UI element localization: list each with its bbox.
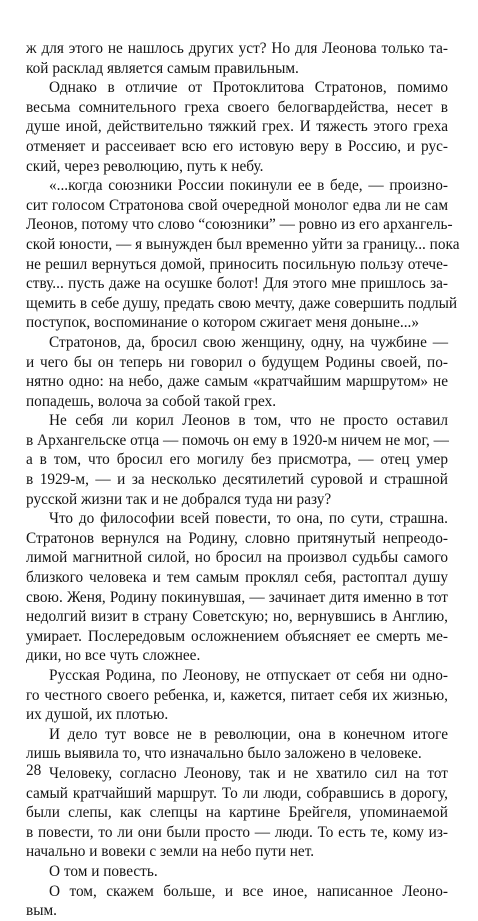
text-line: весьма сомнительного греха своего белогвардейства, несет в [26,98,448,116]
text-line: нятно одно: на небо, даже самым «кратчайшим маршрутом» не [26,373,448,391]
text-line: в 1929-м, — и за несколько десятилетий суровой и страшной [26,471,448,489]
text-line: отменяет и рассеивает всю его истовую веру в Россию, и рус- [26,137,448,155]
text-line: сит голосом Стратонова свой очередной монолог едва ли не сам [26,196,448,214]
text-line: «...когда союзники России покинули ее в беде, — произно- [49,177,448,195]
text-line: Стратонов, да, бросил свою женщину, одну, на чужбине — [49,333,448,351]
text-line: Не себя ли корил Леонов в том, что не просто оставил [49,412,448,430]
text-line: их душой, их плотью. [26,706,169,724]
body-text [26,39,460,921]
text-line: ской юности, — я вынужден был временно уйти за границу... пока [26,235,460,253]
text-line: близкого человека и тем самым проклял себя, растоптал душу [26,569,448,587]
text-line: Однако в отличие от Протоклитова Стратонов, помимо [49,79,448,97]
text-line: поступок, воспоминание о котором сжигает меня доныне...» [26,314,419,332]
text-line: в повести, то ли они были просто — люди. То есть те, кому из- [26,823,448,841]
text-line: Леонов, потому что слово “союзники” — ровно из его архангель- [26,216,453,234]
text-line: ству... пусть даже на осушке болот! Для этого мне пришлось за- [26,275,448,293]
text-line: попадешь, волоча за собой такой грех. [26,392,277,410]
text-line: начально и вовеки с земли на небо пути нет. [26,843,315,861]
text-line: русской жизни так и не добрался туда ни разу? [26,490,332,508]
text-line: в Архангельске отца — помочь он ему в 1920-м ничем не мог, — [26,431,449,449]
text-line: и чего бы он теперь ни говорил о будущем Родины своей, по- [26,353,448,371]
text-line: не решил вернуться домой, приносить посильную пользу отече- [26,255,448,273]
text-line: ский, через революцию, путь к небу. [26,157,264,175]
text-line: а в том, что бросил его могилу без присмотра, — отец умер [26,451,448,469]
text-line: Русская Родина, по Леонову, не отпускает от себя ни одно- [49,667,448,684]
text-line: О том, скажем больше, и все иное, написанное Леоно- [49,882,448,900]
text-line: Стратонов вернулся на Родину, словно притянутый непреодо- [26,529,448,547]
text-line: Человеку, согласно Леонову, так и не хватило сил на тот [49,764,448,782]
text-line: были слепы, как слепцы на картине Брейгеля, упоминаемой [26,804,448,822]
text-line: дики, но все чуть сложнее. [26,647,201,665]
text-line: О том и повесть. [49,862,158,880]
text-line: недолгий визит в страну Советскую; но, вернувшись в Англию, [26,608,448,626]
text-line: лимой магнитной силой, но бросил на произвол судьбы самого [26,549,448,567]
text-line: щемить в себе душу, предать свою мечту, даже совершить подлый [26,294,458,312]
text-line: вым. [26,902,58,920]
text-line: кой расклад является самым правильным. [26,59,299,77]
text-line: душе иной, действительно тяжкий грех. И тяжесть этого греха [26,118,448,136]
text-line: И дело тут вовсе не в революции, она в конечном итоге [49,725,448,743]
text-line: самый кратчайший маршрут. То ли люди, собравшись в дорогу, [26,784,448,802]
text-line: свою. Женя, Родину покинувшая, — зачинает дитя именно в тот [26,588,448,606]
text-line: Что до философии всей повести, то она, по сути, страшна. [49,510,448,528]
text-line: лишь выявила то, что изначально было заложено в человеке. [26,745,422,763]
text-line: го честного своего ребенка, и, кажется, питает себя их жизнью, [26,686,448,704]
text-line: ж для этого не нашлось других уст? Но для Леонова только та- [26,40,448,57]
text-line: умирает. Послередовым осложнением объясняет ее смерть ме- [26,627,448,645]
page-number: 28 [26,762,42,779]
